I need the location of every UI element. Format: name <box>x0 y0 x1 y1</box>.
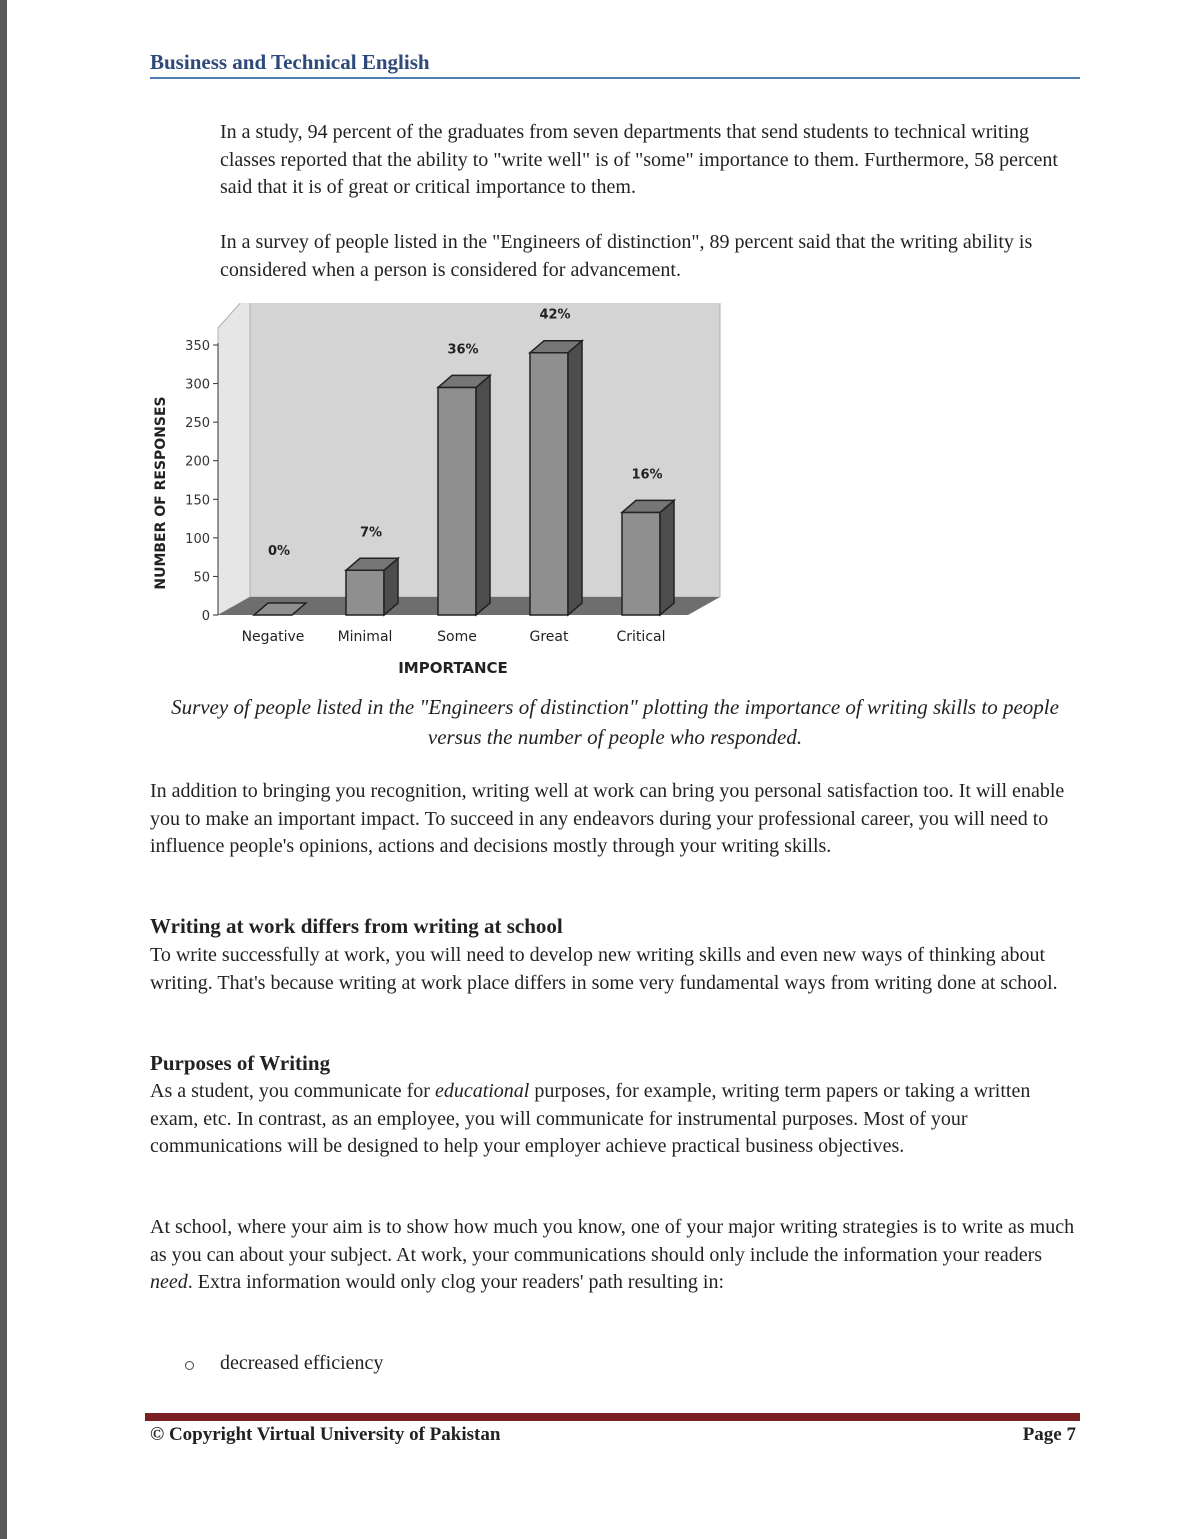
chart-y-tick-label: 250 <box>185 416 210 432</box>
body-paragraph-recognition: In addition to bringing you recognition, writing well at work can bring you personal satisfaction too. It will enable you to make an important impact. To succeed in any endeavors during your professional career, you will need to influence people's opinions, actions and decisions mostly through your writing skills. <box>150 780 1065 857</box>
chart-y-tick-label: 300 <box>185 377 210 393</box>
chart-bar-front <box>530 353 568 615</box>
intro-paragraph-2: In a survey of people listed in the "Engineers of distinction", 89 percent said that the writing ability is considered when a person is considered for advancement. <box>220 231 1033 281</box>
bullet-item-text: decreased efficiency <box>220 1352 384 1374</box>
chart-data-label: 36% <box>447 342 479 358</box>
para6-text-b: . Extra information would only clog your readers' path resulting in: <box>187 1271 725 1293</box>
chart-side-wall <box>218 303 250 615</box>
chart-bar <box>346 558 398 615</box>
chart-bar <box>530 341 582 615</box>
chart-bar-side <box>476 375 490 615</box>
body-paragraph-school-strategy <box>150 1214 1080 1297</box>
footer-rule <box>145 1413 1080 1421</box>
intro-paragraph-1: In a study, 94 percent of the graduates from seven departments that send students to technical writing classes reported that the ability to "write well" is of "some" importance to them. Furthermore, 58 percent said that it is of great or critical importance to them. <box>220 121 1058 198</box>
para5-text-a: As a student, you communicate for <box>150 1080 435 1102</box>
chart-data-label: 0% <box>267 544 291 559</box>
chart-category-label: Critical <box>616 629 666 645</box>
chart-bar-side <box>660 500 674 615</box>
chart-y-tick-label: 100 <box>185 531 210 547</box>
para6-text-a: At school, where your aim is to show how much you know, one of your major writing strategies is to write as much as you can about your subject. At work, your communications should only include the information your readers <box>150 1216 1075 1266</box>
chart-bar-side <box>568 341 582 615</box>
chart-bar <box>622 500 674 615</box>
chart-data-label: 16% <box>631 467 663 483</box>
section-heading-work-vs-school: Writing at work differs from writing at school <box>150 914 563 938</box>
section-heading-purposes: Purposes of Writing <box>150 1051 331 1075</box>
chart-y-tick-label: 350 <box>185 339 210 354</box>
chart-x-axis-label: IMPORTANCE <box>398 659 508 677</box>
chart-category-label: Great <box>529 629 569 645</box>
footer-copyright: © Copyright Virtual University of Pakistan <box>150 1424 501 1445</box>
chart-category-label: Minimal <box>337 629 393 645</box>
chart-data-label: 7% <box>359 525 383 541</box>
chart-y-tick-label: 150 <box>185 493 210 509</box>
chart-bar <box>438 375 490 615</box>
chart-bar-front <box>346 570 384 615</box>
page-left-edge <box>0 0 7 1539</box>
bar-chart <box>148 303 748 683</box>
chart-category-label: Negative <box>241 629 305 645</box>
chart-y-tick-label: 0 <box>201 609 210 624</box>
chart-bar-front <box>438 387 476 615</box>
chart-y-tick-label: 50 <box>193 570 210 586</box>
body-paragraph-purposes <box>150 1078 1080 1161</box>
chart-data-label: 42% <box>539 307 571 323</box>
para5-emphasis: educational <box>434 1080 530 1102</box>
header-rule <box>150 77 1080 79</box>
para5-text-b: purposes, for example, writing term papers or taking a written exam, etc. In contrast, as an employee, you will communicate for instrumental purposes. Most of your communications will be designed to help your employer achieve practical business objectives. <box>150 1080 1031 1157</box>
chart-caption: Survey of people listed in the "Engineers of distinction" plotting the importance of writing skills to people versus the number of people who responded. <box>171 695 1059 749</box>
circle-bullet-icon <box>185 1361 194 1370</box>
body-paragraph-work-vs-school: To write successfully at work, you will need to develop new writing skills and even new ways of thinking about writing. That's because writing at work place differs in some very fundamental ways from writing done at school. <box>150 944 1058 994</box>
chart-category-label: Some <box>437 629 477 645</box>
chart-y-tick-label: 200 <box>185 454 210 470</box>
chart-y-axis-label: NUMBER OF RESPONSES <box>153 396 169 590</box>
document-header-title: Business and Technical English <box>150 50 430 74</box>
chart-bar-front <box>622 512 660 615</box>
para6-emphasis: need <box>150 1271 188 1293</box>
footer-page-number: Page 7 <box>1022 1424 1076 1445</box>
